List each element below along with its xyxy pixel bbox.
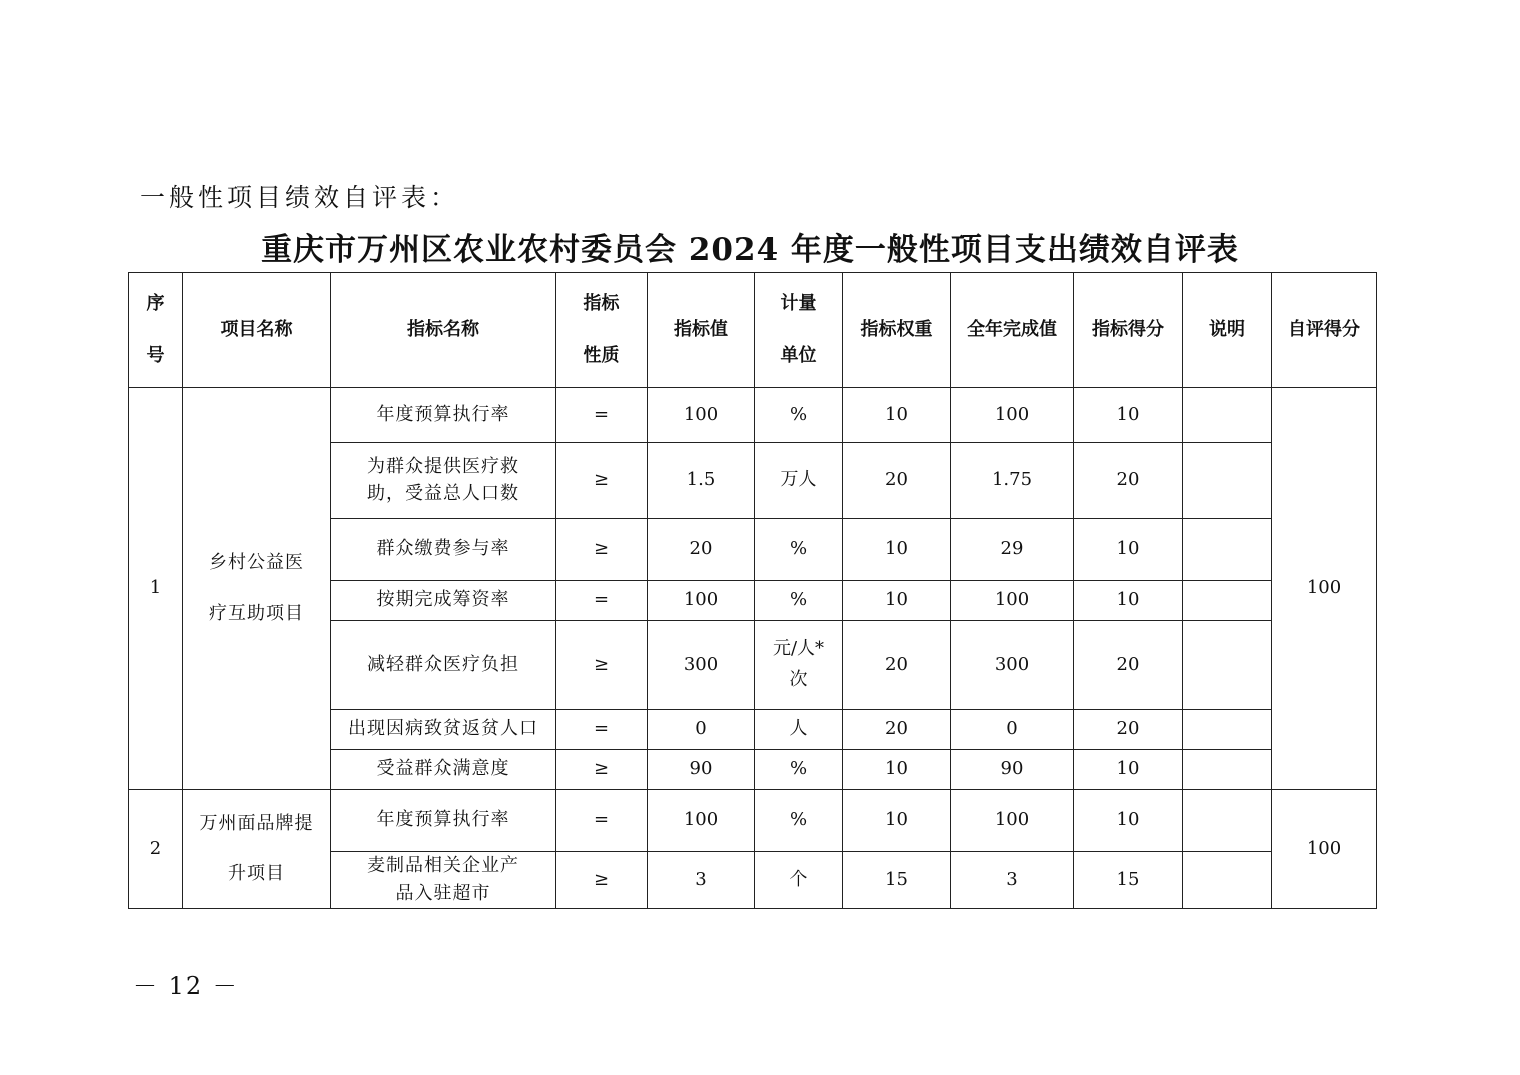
indicator-note	[1183, 852, 1272, 909]
annual-value: 100	[951, 790, 1074, 852]
header-indicator-score: 指标得分	[1074, 273, 1183, 388]
indicator-note	[1183, 519, 1272, 581]
indicator-score: 10	[1074, 388, 1183, 443]
project-seq: 1	[129, 388, 183, 790]
header-unit: 计量 单位	[755, 273, 843, 388]
indicator-value: 90	[648, 750, 755, 790]
page-number: － 12 －	[133, 972, 239, 1000]
header-indicator-value: 指标值	[648, 273, 755, 388]
indicator-weight: 10	[843, 519, 951, 581]
indicator-nature: =	[556, 581, 648, 621]
table-row	[129, 790, 1377, 852]
annual-value: 100	[951, 388, 1074, 443]
annual-value: 0	[951, 710, 1074, 750]
indicator-note	[1183, 581, 1272, 621]
project-name: 万州面品牌提 升项目	[183, 790, 331, 909]
header-note: 说明	[1183, 273, 1272, 388]
header-indicator-nature: 指标 性质	[556, 273, 648, 388]
indicator-weight: 20	[843, 443, 951, 519]
indicator-unit: %	[755, 388, 843, 443]
header-self-score: 自评得分	[1272, 273, 1377, 388]
indicator-name: 群众缴费参与率	[331, 519, 556, 581]
indicator-value: 100	[648, 388, 755, 443]
indicator-note	[1183, 790, 1272, 852]
indicator-weight: 10	[843, 581, 951, 621]
indicator-weight: 10	[843, 388, 951, 443]
indicator-name: 按期完成筹资率	[331, 581, 556, 621]
indicator-weight: 10	[843, 790, 951, 852]
indicator-value: 3	[648, 852, 755, 909]
indicator-value: 100	[648, 581, 755, 621]
indicator-nature: ≥	[556, 621, 648, 710]
indicator-nature: ≥	[556, 750, 648, 790]
indicator-nature: ≥	[556, 519, 648, 581]
indicator-score: 20	[1074, 621, 1183, 710]
indicator-value: 1.5	[648, 443, 755, 519]
indicator-nature: ≥	[556, 443, 648, 519]
indicator-weight: 20	[843, 710, 951, 750]
indicator-note	[1183, 621, 1272, 710]
indicator-note	[1183, 750, 1272, 790]
indicator-unit: 个	[755, 852, 843, 909]
indicator-weight: 10	[843, 750, 951, 790]
indicator-value: 300	[648, 621, 755, 710]
header-annual-value: 全年完成值	[951, 273, 1074, 388]
annual-value: 300	[951, 621, 1074, 710]
indicator-name: 年度预算执行率	[331, 790, 556, 852]
annual-value: 1.75	[951, 443, 1074, 519]
header-indicator-name: 指标名称	[331, 273, 556, 388]
indicator-unit: %	[755, 581, 843, 621]
header-seq: 序 号	[129, 273, 183, 388]
project-name: 乡村公益医 疗互助项目	[183, 388, 331, 790]
indicator-nature: =	[556, 790, 648, 852]
indicator-note	[1183, 388, 1272, 443]
indicator-score: 20	[1074, 443, 1183, 519]
annual-value: 90	[951, 750, 1074, 790]
indicator-name: 出现因病致贫返贫人口	[331, 710, 556, 750]
performance-evaluation-table	[128, 272, 1377, 909]
document-title: 重庆市万州区农业农村委员会 2024 年度一般性项目支出绩效自评表	[261, 232, 1239, 268]
indicator-weight: 15	[843, 852, 951, 909]
indicator-note	[1183, 443, 1272, 519]
indicator-score: 20	[1074, 710, 1183, 750]
indicator-nature: =	[556, 388, 648, 443]
annual-value: 3	[951, 852, 1074, 909]
header-weight: 指标权重	[843, 273, 951, 388]
indicator-nature: =	[556, 710, 648, 750]
indicator-nature: ≥	[556, 852, 648, 909]
header-row	[129, 273, 1377, 388]
indicator-value: 20	[648, 519, 755, 581]
indicator-unit: %	[755, 750, 843, 790]
indicator-name: 麦制品相关企业产品入驻超市	[331, 852, 556, 909]
indicator-unit: 人	[755, 710, 843, 750]
indicator-unit: 万人	[755, 443, 843, 519]
indicator-name: 年度预算执行率	[331, 388, 556, 443]
indicator-score: 10	[1074, 750, 1183, 790]
indicator-score: 10	[1074, 581, 1183, 621]
indicator-name: 受益群众满意度	[331, 750, 556, 790]
indicator-score: 10	[1074, 790, 1183, 852]
indicator-unit: %	[755, 519, 843, 581]
indicator-value: 100	[648, 790, 755, 852]
indicator-unit: %	[755, 790, 843, 852]
indicator-unit: 元/人*次	[755, 621, 843, 710]
indicator-name: 为群众提供医疗救助，受益总人口数	[331, 443, 556, 519]
indicator-note	[1183, 710, 1272, 750]
indicator-score: 15	[1074, 852, 1183, 909]
header-project-name: 项目名称	[183, 273, 331, 388]
indicator-score: 10	[1074, 519, 1183, 581]
annual-value: 29	[951, 519, 1074, 581]
project-self-score: 100	[1272, 790, 1377, 909]
annual-value: 100	[951, 581, 1074, 621]
project-seq: 2	[129, 790, 183, 909]
project-self-score: 100	[1272, 388, 1377, 790]
indicator-value: 0	[648, 710, 755, 750]
indicator-weight: 20	[843, 621, 951, 710]
section-label: 一般性项目绩效自评表：	[140, 183, 460, 212]
table-row	[129, 388, 1377, 443]
indicator-name: 减轻群众医疗负担	[331, 621, 556, 710]
